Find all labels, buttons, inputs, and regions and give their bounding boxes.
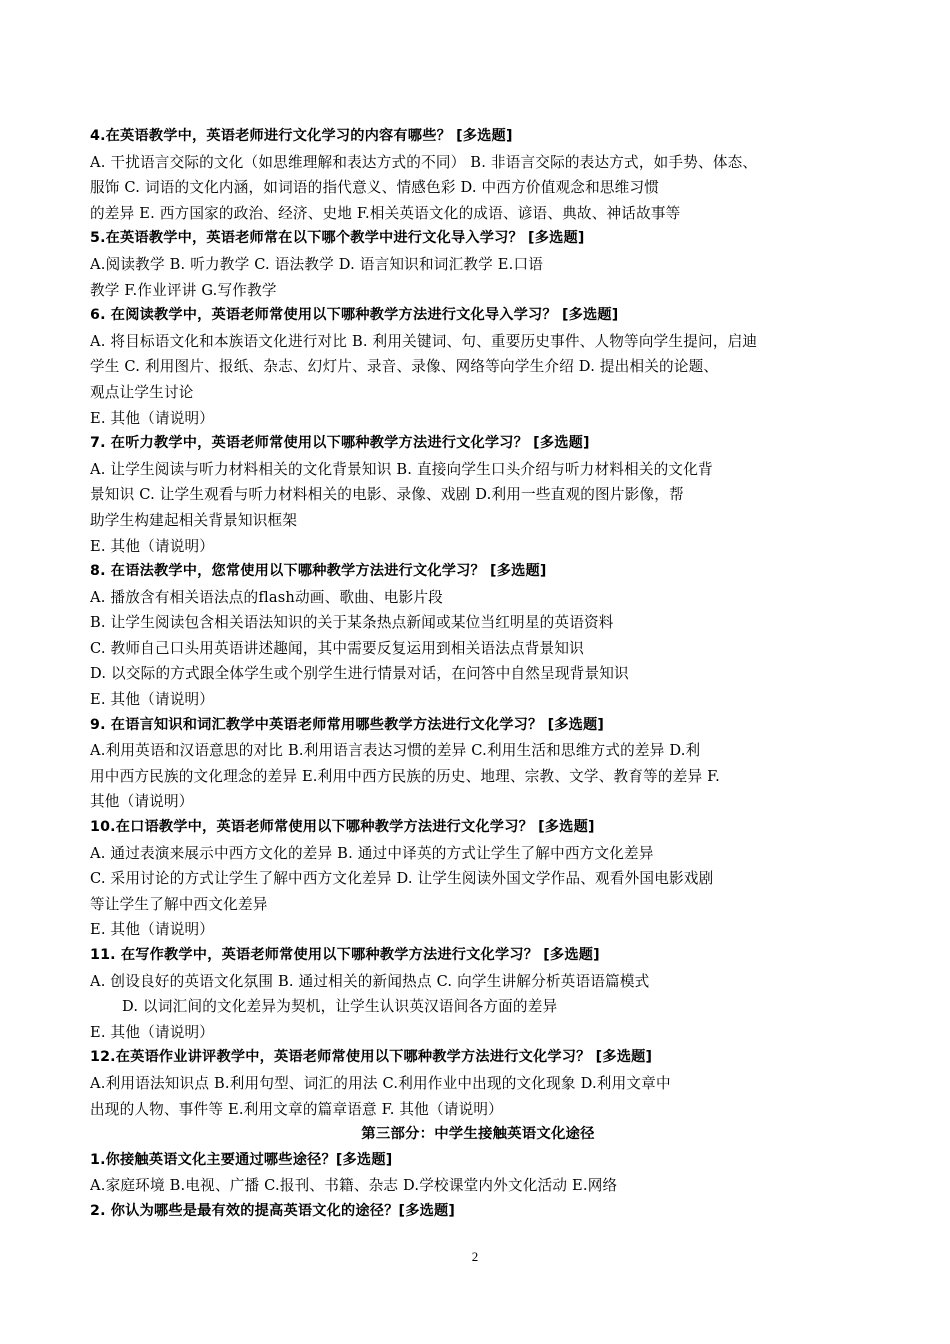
option-text: 教学 F.作业评讲 G.写作教学 bbox=[90, 281, 277, 299]
option-text: 学生 C. 利用图片、报纸、杂志、幻灯片、录音、录像、网络等向学生介绍 D. 提出相关的论题、 bbox=[90, 358, 719, 376]
option-text: 的差异 E. 西方国家的政治、经济、史地 F.相关英语文化的成语、谚语、典故、神话故事等 bbox=[90, 204, 681, 222]
option-text: A. 干扰语言交际的文化（如思维理解和表达方式的不同） B. 非语言交际的表达方式，如手势、体态、 bbox=[90, 153, 758, 171]
option-text: A. 让学生阅读与听力材料相关的文化背景知识 B. 直接向学生口头介绍与听力材料相关的文化背 bbox=[90, 460, 713, 478]
option-text: A. 将目标语文化和本族语文化进行对比 B. 利用关键词、句、重要历史事件、人物等向学生提问，启迪 bbox=[90, 332, 758, 350]
question-title: 1.你接触英语文化主要通过哪些途径？[多选题] bbox=[90, 1151, 393, 1168]
question-title: 9. 在语言知识和词汇教学中英语老师常用哪些教学方法进行文化学习？ [多选题] bbox=[90, 716, 605, 733]
option-text: A.阅读教学 B. 听力教学 C. 语法教学 D. 语言知识和词汇教学 E.口语 bbox=[90, 255, 544, 273]
option-text: 等让学生了解中西文化差异 bbox=[90, 895, 268, 913]
question-title: 6. 在阅读教学中，英语老师常使用以下哪种教学方法进行文化导入学习？ [多选题] bbox=[90, 307, 619, 324]
option-text: A. 创设良好的英语文化氛围 B. 通过相关的新闻热点 C. 向学生讲解分析英语语篇模式 bbox=[90, 972, 650, 990]
question-title: 5.在英语教学中，英语老师常在以下哪个教学中进行文化导入学习？ [多选题] bbox=[90, 230, 585, 247]
option-text: E. 其他（请说明） bbox=[90, 691, 215, 709]
option-text: 用中西方民族的文化理念的差异 E.利用中西方民族的历史、地理、宗教、文学、教育等的差异 F. bbox=[90, 767, 721, 785]
option-text: 助学生构建起相关背景知识框架 bbox=[90, 511, 298, 529]
option-text: B. 让学生阅读包含相关语法知识的关于某条热点新闻或某位当红明星的英语资料 bbox=[90, 614, 614, 632]
option-text: D. 以交际的方式跟全体学生或个别学生进行情景对话，在问答中自然呈现背景知识 bbox=[90, 665, 629, 683]
option-text: A.利用英语和汉语意思的对比 B.利用语言表达习惯的差异 C.利用生活和思维方式的差异 D.利 bbox=[90, 742, 701, 760]
question-title: 10.在口语教学中，英语老师常使用以下哪种教学方法进行文化学习？ [多选题] bbox=[90, 819, 595, 836]
option-text: A.利用语法知识点 B.利用句型、词汇的用法 C.利用作业中出现的文化现象 D.利用文章中 bbox=[90, 1074, 671, 1092]
option-text: E. 其他（请说明） bbox=[90, 537, 215, 555]
option-text: A. 播放含有相关语法点的flash动画、歌曲、电影片段 bbox=[90, 588, 443, 606]
option-text: E. 其他（请说明） bbox=[90, 921, 215, 939]
section-heading: 第三部分：中学生接触英语文化途径 bbox=[361, 1126, 595, 1143]
page-number: 2 bbox=[471, 1249, 479, 1264]
option-text: 景知识 C. 让学生观看与听力材料相关的电影、录像、戏剧 D.利用一些直观的图片影像，帮 bbox=[90, 486, 684, 504]
option-text: E. 其他（请说明） bbox=[90, 409, 215, 427]
document-body bbox=[90, 124, 866, 1225]
question-title: 7. 在听力教学中，英语老师常使用以下哪种教学方法进行文化学习？ [多选题] bbox=[90, 435, 590, 452]
question-title: 2. 你认为哪些是最有效的提高英语文化的途径？[多选题] bbox=[90, 1202, 456, 1219]
option-text: 出现的人物、事件等 E.利用文章的篇章语意 F. 其他（请说明） bbox=[90, 1100, 503, 1118]
option-text: 观点让学生讨论 bbox=[90, 383, 194, 401]
option-text: E. 其他（请说明） bbox=[90, 1023, 215, 1041]
option-text: A. 通过表演来展示中西方文化的差异 B. 通过中译英的方式让学生了解中西方文化差异 bbox=[90, 844, 654, 862]
option-text: 其他（请说明） bbox=[90, 793, 194, 811]
option-text: A.家庭环境 B.电视、广播 C.报刊、书籍、杂志 D.学校课堂内外文化活动 E.网络 bbox=[90, 1177, 618, 1195]
question-title: 11. 在写作教学中，英语老师常使用以下哪种教学方法进行文化学习？ [多选题] bbox=[90, 947, 600, 963]
option-text: C. 采用讨论的方式让学生了解中西方文化差异 D. 让学生阅读外国文学作品、观看外国电影戏剧 bbox=[90, 870, 714, 888]
option-text: C. 教师自己口头用英语讲述趣闻，其中需要反复运用到相关语法点背景知识 bbox=[90, 639, 584, 657]
option-text: 服饰 C. 词语的文化内涵，如词语的指代意义、情感色彩 D. 中西方价值观念和思维习惯 bbox=[90, 179, 660, 197]
option-text: D. 以词汇间的文化差异为契机，让学生认识英汉语间各方面的差异 bbox=[122, 998, 558, 1016]
question-title: 12.在英语作业讲评教学中，英语老师常使用以下哪种教学方法进行文化学习？ [多选题] bbox=[90, 1049, 653, 1066]
question-title: 4.在英语教学中，英语老师进行文化学习的内容有哪些？ [多选题] bbox=[90, 128, 513, 144]
question-title: 8. 在语法教学中，您常使用以下哪种教学方法进行文化学习？ [多选题] bbox=[90, 563, 547, 580]
